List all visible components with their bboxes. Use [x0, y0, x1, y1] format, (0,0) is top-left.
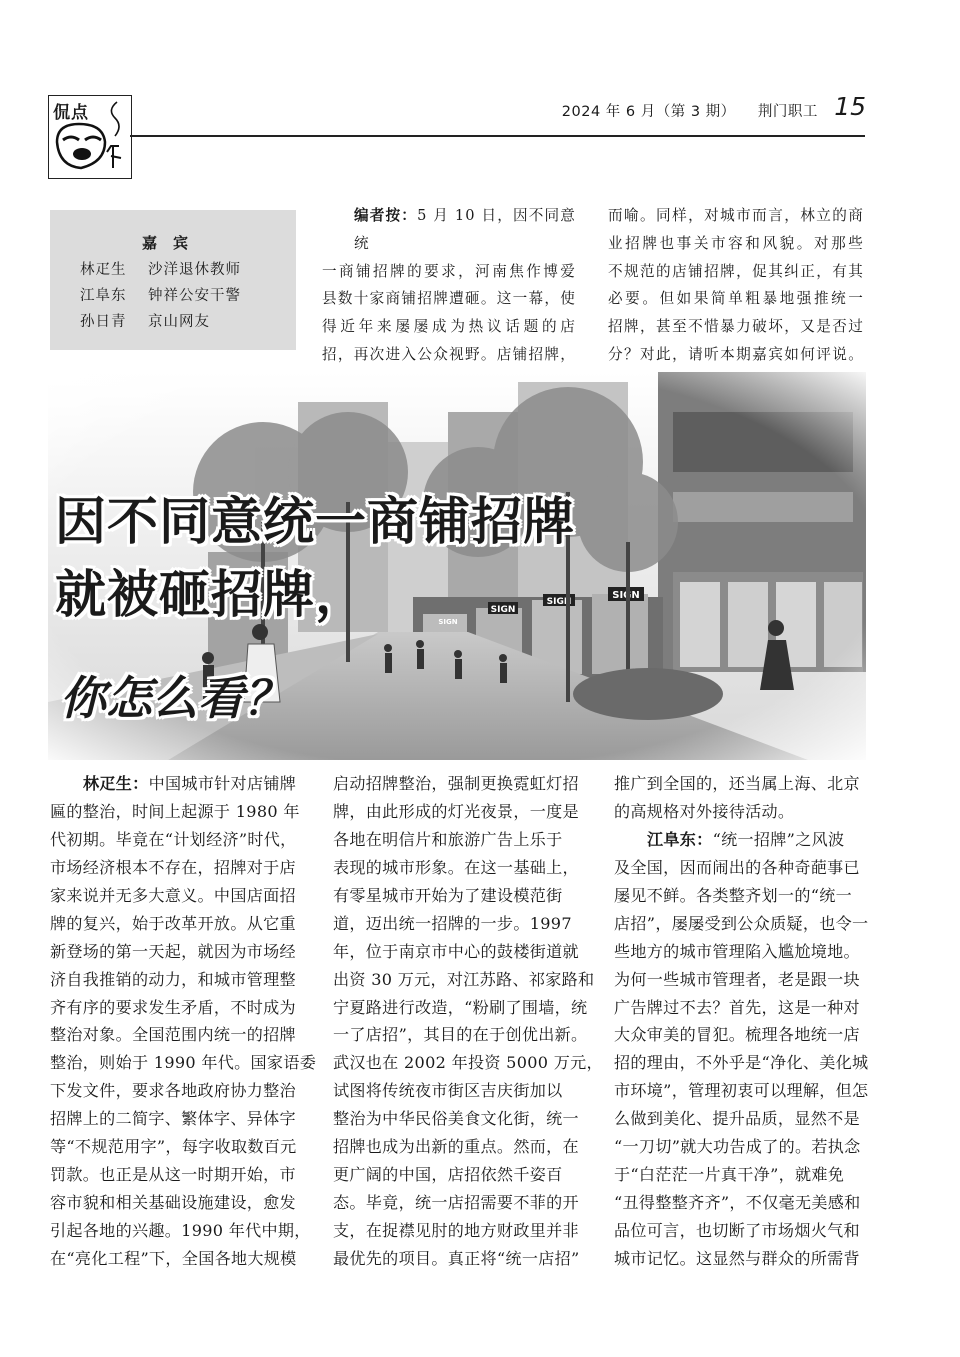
header-rule: [130, 135, 865, 137]
body-line: 有零星城市开始为了建设模范街: [333, 885, 563, 905]
body-line: 及全国，因而闹出的各种奇葩事已: [614, 857, 860, 877]
body-line: 容市貌和相关基础设施建设，愈发: [50, 1193, 296, 1213]
body-line: 整治对象。全国范围内统一的招牌: [50, 1025, 296, 1045]
body-line: 牌，由此形成的灯光夜景，一度是: [333, 801, 579, 821]
editor-note-line: 业招牌也事关市容和风貌。对那些: [608, 234, 864, 252]
body-line: 一了店招”，其目的在于创优出新。: [333, 1025, 588, 1045]
body-line: 最优先的项目。真正将“统一店招”: [333, 1248, 580, 1268]
body-line: 下发文件，要求各地政府协力整治: [50, 1081, 296, 1101]
body-line: 武汉也在 2002 年投资 5000 万元，: [333, 1053, 603, 1073]
body-line: 等“不规范用字”，每字收取数百元: [50, 1137, 297, 1157]
editor-note-line: 得近年来屡屡成为热议话题的店: [322, 318, 576, 336]
body-line: “丑得整整齐齐”，不仅毫无美感和: [614, 1193, 861, 1213]
body-line: 新登场的第一天起，就因为市场经: [50, 941, 296, 961]
guest-row: [80, 258, 241, 279]
body-line: 广告牌过不去？首先，这是一种对: [614, 997, 860, 1017]
body-line: 启动招牌整治，强制更换霓虹灯招: [333, 774, 579, 793]
editor-note-line: 招牌，甚至不惜暴力破坏，又是否过: [608, 318, 864, 336]
body-line: 推广到全国的，还当属上海、北京: [614, 774, 860, 793]
column-logo-text: 侃点: [53, 103, 89, 123]
editor-note-col2: [608, 202, 864, 369]
editor-note-line: 招，再次进入公众视野。店铺招牌，: [322, 345, 576, 363]
editor-note-line: 县数十家商铺招牌遭砸。这一幕，使: [322, 290, 576, 308]
speaker-name: 林疋生：: [83, 774, 149, 793]
body-line: 引起各地的兴趣。1990 年代中期，: [50, 1221, 311, 1240]
guests-box: [50, 210, 296, 350]
body-line: 在“亮化工程”下，全国各地大规模: [50, 1248, 297, 1268]
body-line: 些地方的城市管理陷入尴尬境地。: [614, 941, 860, 961]
body-line: 牌的复兴，始于改革开放。从它重: [50, 913, 296, 933]
body-line: 品位可言，也切断了市场烟火气和: [614, 1221, 860, 1240]
body-line: 支，在捉襟见肘的地方财政里并非: [333, 1221, 579, 1240]
body-line: 店招”，屡屡受到公众质疑，也令一: [614, 913, 869, 933]
guest-role: 钟祥公安干警: [148, 288, 241, 304]
body-line: 各地在明信片和旅游广告上乐于: [333, 829, 563, 849]
body-line: 招牌上的二简字、繁体字、异体字: [50, 1109, 296, 1129]
body-line: 招牌也成为出新的重点。然而，在: [333, 1137, 579, 1157]
guest-name: 江阜东: [80, 288, 127, 304]
editor-note-line: 必要。但如果简单粗暴地强推统一: [608, 290, 864, 308]
body-line: 林疋生：中国城市针对店铺牌: [83, 774, 297, 793]
guest-row: [80, 284, 241, 305]
body-line: 市场经济根本不存在，招牌对于店: [50, 857, 296, 877]
column-logo: [48, 95, 132, 179]
body-line: 为何一些城市管理者，老是跟一块: [614, 969, 860, 989]
editor-note-line: 一商铺招牌的要求，河南焦作博爱: [322, 262, 576, 280]
body-line: 试图将传统夜市街区吉庆街加以: [333, 1081, 563, 1101]
body-line: 城市记忆。这显然与群众的所需背: [614, 1248, 860, 1268]
body-line: “一刀切”就大功告成了的。若执念: [614, 1137, 861, 1157]
editor-note-line: 分？对此，请听本期嘉宾如何评说。: [608, 345, 864, 363]
body-line: 整治为中华民俗美食文化街，统一: [333, 1109, 579, 1129]
issue-date: 2024 年 6 月（第 3 期）: [561, 104, 736, 120]
body-line: 市环境”，管理初衷可以理解，但怎: [614, 1081, 869, 1101]
editor-note-line: 编者按：5 月 10 日，因不同意统: [354, 207, 577, 252]
guest-role: 京山网友: [148, 314, 210, 330]
body-line: 江阜东：“统一招牌”之风波: [647, 829, 845, 849]
body-line: 大众审美的冒犯。梳理各地统一店: [614, 1025, 860, 1045]
body-line: 于“白茫茫一片真干净”，就难免: [614, 1165, 845, 1185]
headline-line3: 你怎么看？: [60, 671, 290, 725]
headline-line1: 因不同意统一商铺招牌: [55, 493, 576, 552]
editor-note-line: 不规范的店铺招牌，促其纠正，有其: [608, 262, 864, 280]
body-column-1: [50, 770, 317, 1273]
body-column-2: [333, 770, 603, 1273]
issue-info: [562, 100, 865, 121]
speaker-name: 江阜东：: [647, 829, 713, 849]
body-line: 屡见不鲜。各类整齐划一的“统一: [614, 885, 853, 905]
headline-line2: 就被砸招牌，: [55, 566, 368, 625]
body-line: 罚款。也正是从这一时期开始，市: [50, 1165, 296, 1185]
guest-row: [80, 310, 210, 331]
body-line: 代初期。毕竟在“计划经济”时代，: [50, 829, 297, 849]
guest-name: 林疋生: [80, 262, 127, 278]
body-line: 么做到美化、提升品质，显然不是: [614, 1109, 860, 1129]
body-line: 齐有序的要求发生矛盾，不时成为: [50, 997, 296, 1017]
body-line: 出资 30 万元，对江苏路、祁家路和: [333, 969, 595, 989]
body-line: 整治，则始于 1990 年代。国家语委: [50, 1053, 317, 1073]
body-line: 家来说并无多大意义。中国店面招: [50, 885, 296, 905]
editor-note-line: 而喻。同样，对城市而言，林立的商: [608, 207, 864, 224]
guest-role: 沙洋退休教师: [148, 262, 241, 278]
body-line: 表现的城市形象。在这一基础上，: [333, 857, 579, 877]
body-line: 道，迈出统一招牌的一步。1997: [333, 913, 572, 933]
guest-name: 孙日青: [80, 314, 127, 330]
body-line: 匾的整治，时间上起源于 1980 年: [50, 801, 300, 821]
body-line: 济自我推销的动力，和城市管理整: [50, 969, 296, 989]
body-line: 的高规格对外接待活动。: [614, 801, 795, 821]
body-column-3: [614, 770, 869, 1273]
body-line: 态。毕竟，统一店招需要不菲的开: [333, 1193, 579, 1213]
editor-note-label: 编者按：: [354, 207, 418, 224]
body-line: 宁夏路进行改造，“粉刷了围墙，统: [333, 997, 588, 1017]
publication-name: 荆门职工: [757, 104, 818, 120]
editor-note-col1: [322, 202, 576, 397]
body-line: 年，位于南京市中心的鼓楼街道就: [333, 941, 579, 961]
cartoon-face-icon: [49, 96, 131, 178]
body-line: 招的理由，不外乎是“净化、美化城: [614, 1053, 869, 1073]
page-number: 15: [834, 92, 866, 121]
guests-title: 嘉宾: [141, 234, 204, 252]
body-line: 更广阔的中国，店招依然千姿百: [333, 1165, 563, 1185]
